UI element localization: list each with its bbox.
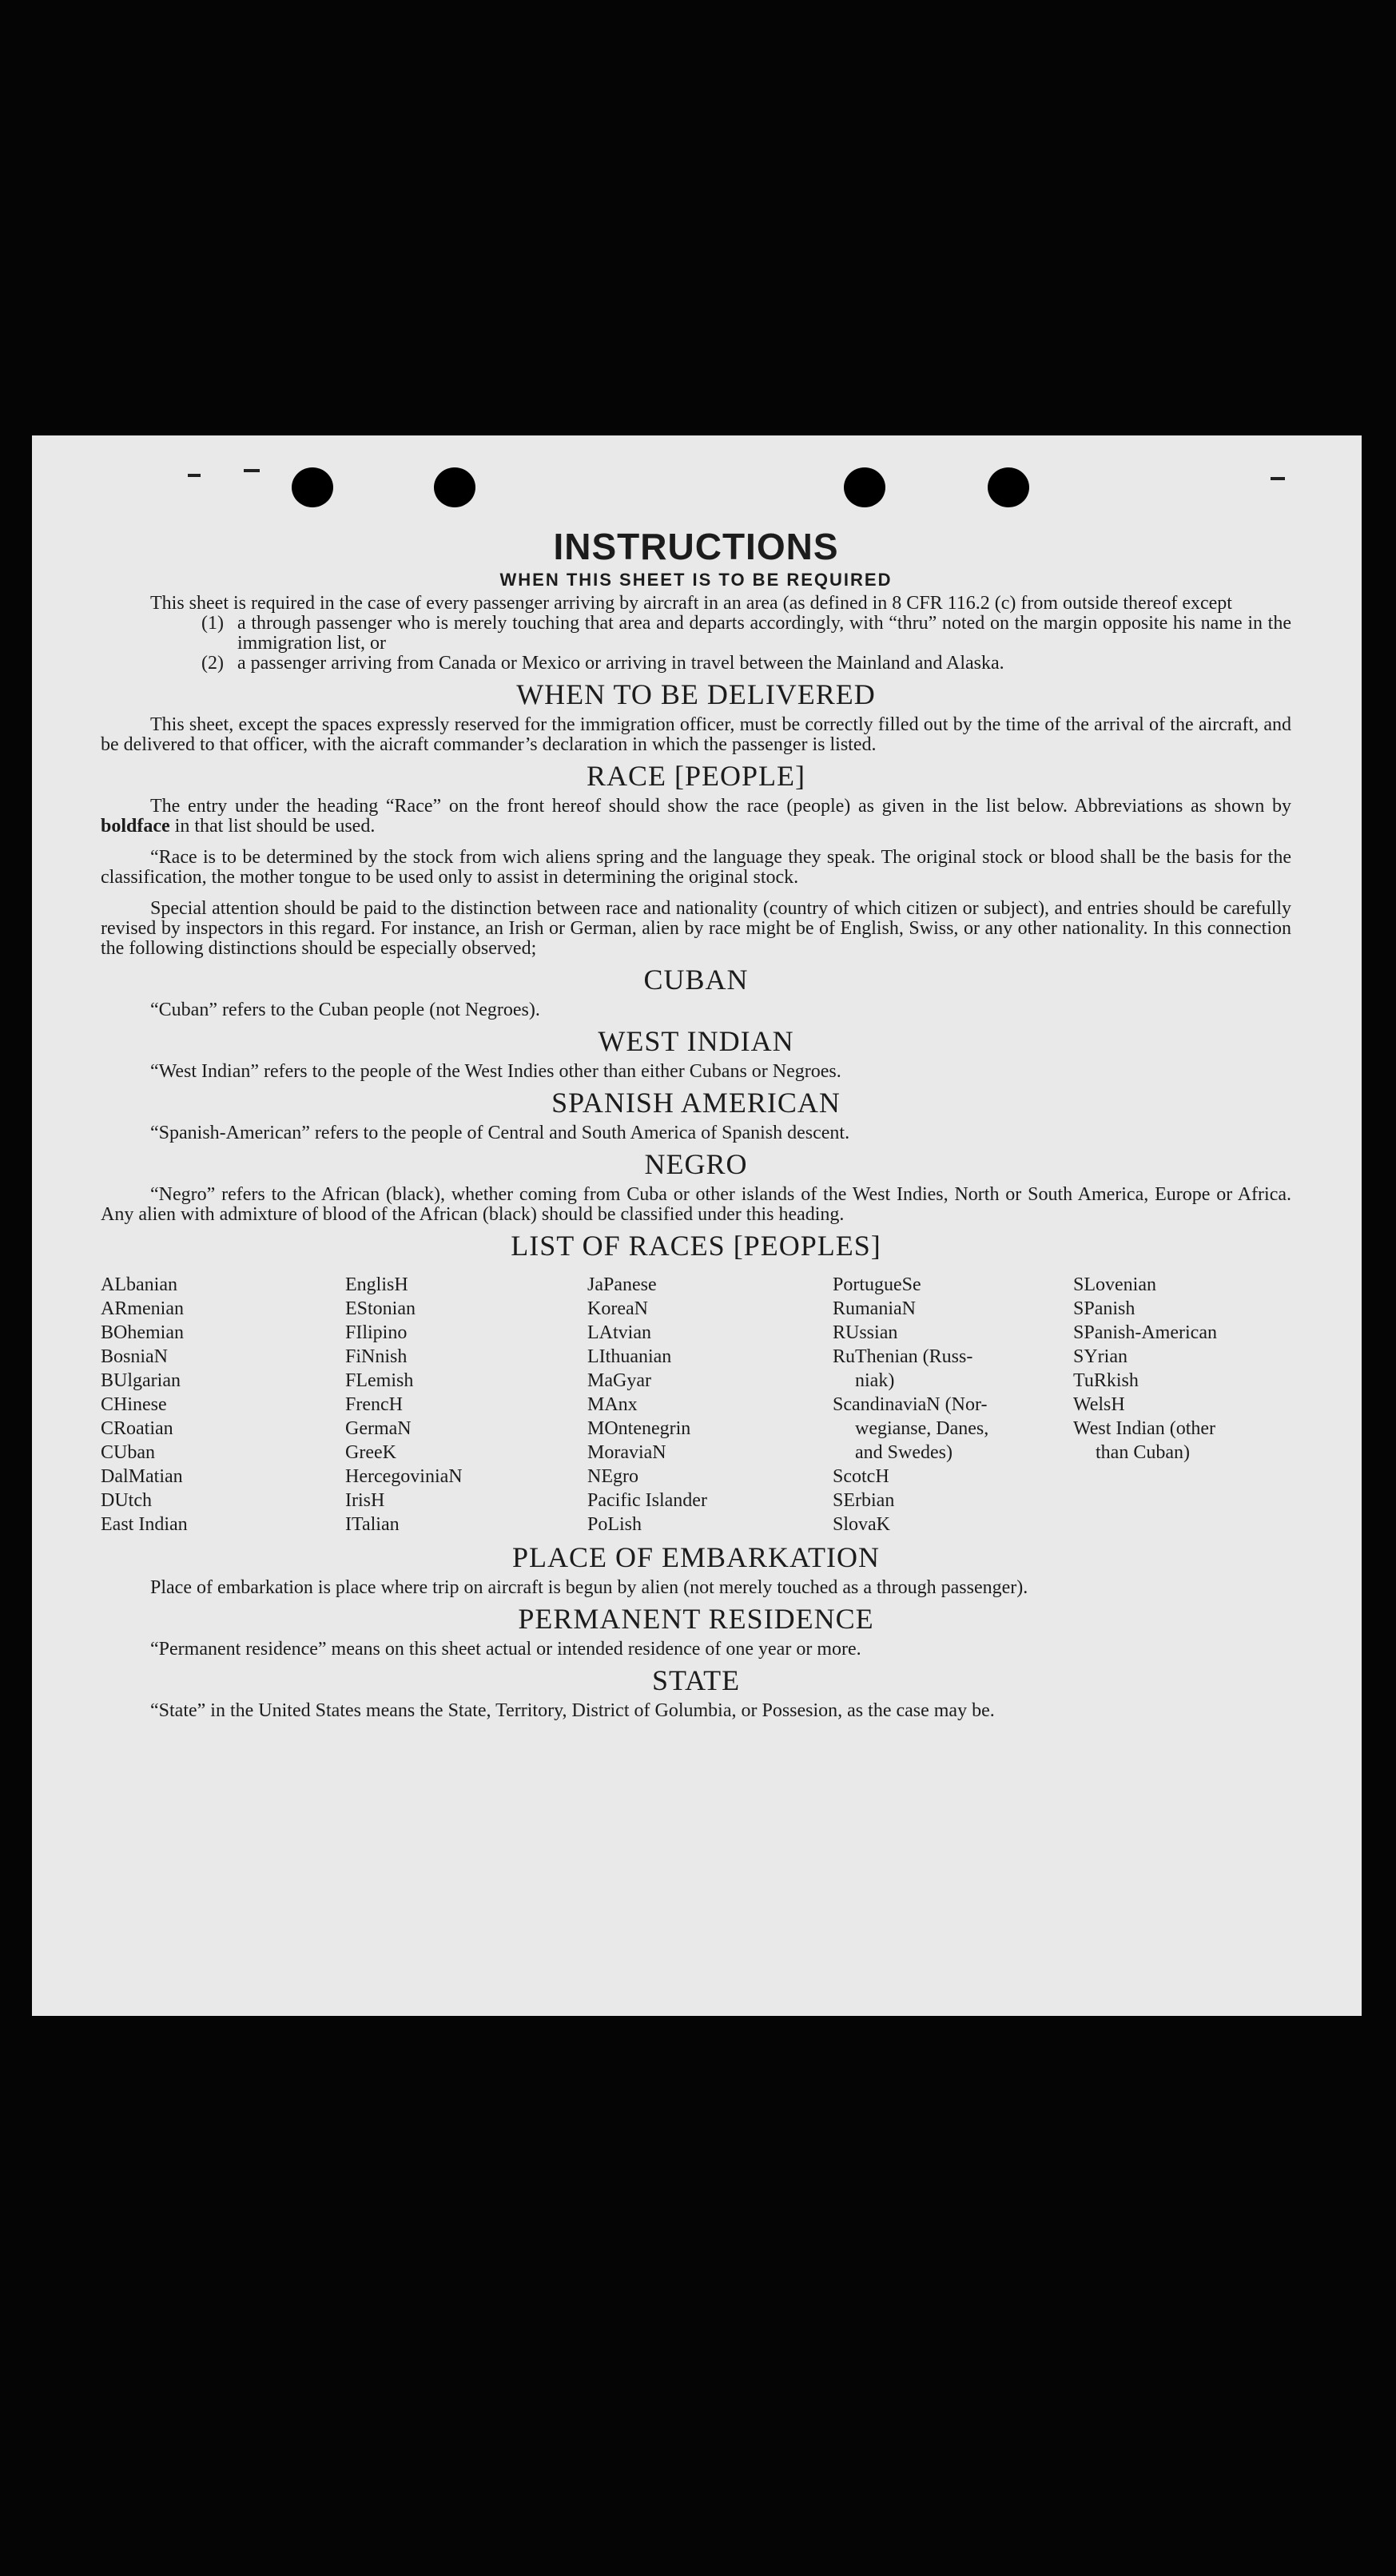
race-item: FrencH (345, 1394, 403, 1415)
race-item: GermaN (345, 1418, 412, 1439)
scan-speck (188, 474, 201, 477)
race-text: The entry under the heading “Race” on the front hereof should show the race (people) as given in the list below. Abbreviations as shown by (150, 796, 1291, 817)
exception-item-2 (101, 654, 1291, 674)
race-item: MAnx (587, 1394, 638, 1415)
section-heading-state: STATE (651, 1664, 741, 1696)
intro-paragraph: This sheet is required in the case of every passenger arriving by aircraft in an area (as defined in 8 CFR 116.2 (c) from outside thereof except (150, 593, 1232, 614)
race-item: ScandinaviaN (Nor- (833, 1394, 988, 1415)
race-item: JaPanese (587, 1274, 657, 1295)
race-item: BosniaN (101, 1346, 168, 1367)
race-item: DalMatian (101, 1466, 183, 1487)
exception-text: a passenger arriving from Canada or Mexico or arriving in travel between the Mainland and Alaska. (237, 653, 1004, 674)
race-item: ALbanian (101, 1274, 177, 1295)
race-item: BUlgarian (101, 1370, 181, 1391)
race-paragraph-1 (101, 797, 1291, 837)
races-column-1 (101, 1273, 345, 1536)
race-text: in that list should be used. (174, 816, 376, 837)
race-item: ARmenian (101, 1298, 184, 1319)
race-item: East Indian (101, 1514, 188, 1535)
race-item-continued: niak) (855, 1370, 895, 1391)
race-item: FLemish (345, 1370, 414, 1391)
punch-hole-2 (434, 467, 475, 507)
race-item: SYrian (1073, 1346, 1128, 1367)
section-heading-negro: NEGRO (644, 1148, 748, 1180)
race-item: HercegoviniaN (345, 1466, 463, 1487)
cuban-paragraph: “Cuban” refers to the Cuban people (not Negroes). (150, 1000, 540, 1020)
page-title: INSTRUCTIONS (553, 526, 839, 567)
race-item-continued: wegianse, Danes, (855, 1418, 989, 1439)
race-item: SPanish-American (1073, 1322, 1217, 1343)
section-heading-list-of-races: LIST OF RACES [PEOPLES] (511, 1230, 881, 1262)
races-column-2 (345, 1273, 587, 1536)
race-item: EStonian (345, 1298, 416, 1319)
races-column-5 (1073, 1273, 1297, 1536)
punch-hole-4 (988, 467, 1029, 507)
race-item: WelsH (1073, 1394, 1125, 1415)
delivered-paragraph: This sheet, except the spaces expressly reserved for the immigration officer, must be correctly filled out by the time of the arrival of the aircraft, and be delivered to that officer, with the aicraft commander’s declaration in which the passenger is listed. (101, 714, 1291, 755)
page-subtitle: WHEN THIS SHEET IS TO BE REQUIRED (499, 570, 893, 590)
race-item: Pacific Islander (587, 1490, 707, 1511)
race-item: ITalian (345, 1514, 400, 1535)
residence-paragraph: “Permanent residence” means on this sheet actual or intended residence of one year or more. (150, 1639, 861, 1660)
punch-hole-1 (292, 467, 333, 507)
state-paragraph: “State” in the United States means the State, Territory, District of Golumbia, or Possesion, as the case may be. (150, 1700, 995, 1721)
races-column-4 (833, 1273, 1073, 1536)
section-heading-west-indian: WEST INDIAN (598, 1025, 794, 1057)
embarkation-paragraph: Place of embarkation is place where trip on aircraft is begun by alien (not merely touched as a through passenger). (150, 1577, 1028, 1598)
race-item: West Indian (other (1073, 1418, 1216, 1439)
section-heading-cuban: CUBAN (643, 964, 749, 996)
race-item: BOhemian (101, 1322, 184, 1343)
west-indian-paragraph: “West Indian” refers to the people of the West Indies other than either Cubans or Negroes. (150, 1061, 841, 1082)
race-item: MOntenegrin (587, 1418, 691, 1439)
section-heading-residence: PERMANENT RESIDENCE (518, 1603, 874, 1635)
race-item: MaGyar (587, 1370, 651, 1391)
race-item: SPanish (1073, 1298, 1135, 1319)
race-item: RuThenian (Russ- (833, 1346, 973, 1367)
scan-speck (244, 469, 260, 472)
race-item: IrisH (345, 1490, 385, 1511)
race-item: RumaniaN (833, 1298, 916, 1319)
exception-number: (2) (201, 653, 224, 674)
race-item: SLovenian (1073, 1274, 1156, 1295)
race-item-continued: and Swedes) (855, 1442, 953, 1463)
section-heading-race: RACE [PEOPLE] (587, 760, 805, 792)
race-item: DUtch (101, 1490, 152, 1511)
race-item: CRoatian (101, 1418, 173, 1439)
section-heading-spanish-american: SPANISH AMERICAN (551, 1087, 841, 1119)
race-item: GreeK (345, 1442, 396, 1463)
spanish-american-paragraph: “Spanish-American” refers to the people of Central and South America of Spanish descent. (150, 1123, 850, 1143)
race-item: FIlipino (345, 1322, 408, 1343)
race-item-continued: than Cuban) (1096, 1442, 1190, 1463)
exception-item-1 (101, 614, 1291, 654)
exception-text: a through passenger who is merely touching that area and departs accordingly, with “thru” noted on the margin opposite his name in the immigration list, or (237, 613, 1291, 654)
race-item: FiNnish (345, 1346, 408, 1367)
races-list (101, 1273, 1291, 1536)
race-item: CUban (101, 1442, 155, 1463)
race-item: LIthuanian (587, 1346, 672, 1367)
race-item: LAtvian (587, 1322, 651, 1343)
race-item: KoreaN (587, 1298, 648, 1319)
exception-number: (1) (201, 613, 224, 634)
section-heading-delivered: WHEN TO BE DELIVERED (516, 678, 876, 710)
negro-paragraph: “Negro” refers to the African (black), whether coming from Cuba or other islands of the West Indies, North or South America, Europe or Africa. Any alien with admixture of blood of the African (black) should be classified under this heading. (101, 1184, 1291, 1225)
race-item: TuRkish (1073, 1370, 1139, 1391)
race-item: PoLish (587, 1514, 642, 1535)
race-item: EnglisH (345, 1274, 408, 1295)
scan-speck (1271, 477, 1285, 480)
race-item: SlovaK (833, 1514, 890, 1535)
race-paragraph-3: Special attention should be paid to the distinction between race and nationality (country of which citizen or subject), and entries should be carefully revised by inspectors in this regard. For instance, an Irish or German, alien by race might be of English, Swiss, or any other nationality. In this connection the following distinctions should be especially observed; (101, 898, 1291, 959)
race-item: ScotcH (833, 1466, 889, 1487)
race-item: RUssian (833, 1322, 898, 1343)
race-item: CHinese (101, 1394, 167, 1415)
race-item: PortugueSe (833, 1274, 921, 1295)
race-item: SErbian (833, 1490, 895, 1511)
race-item: MoraviaN (587, 1442, 666, 1463)
instruction-sheet (32, 435, 1362, 2016)
race-paragraph-2: “Race is to be determined by the stock from wich aliens spring and the language they speak. The original stock or blood shall be the basis for the classification, the mother tongue to be used only to assist in determining the original stock. (101, 847, 1291, 888)
section-heading-embarkation: PLACE OF EMBARKATION (511, 1541, 881, 1573)
races-column-3 (587, 1273, 833, 1536)
punch-hole-3 (844, 467, 885, 507)
race-item: NEgro (587, 1466, 638, 1487)
boldface-word: boldface (101, 816, 170, 837)
